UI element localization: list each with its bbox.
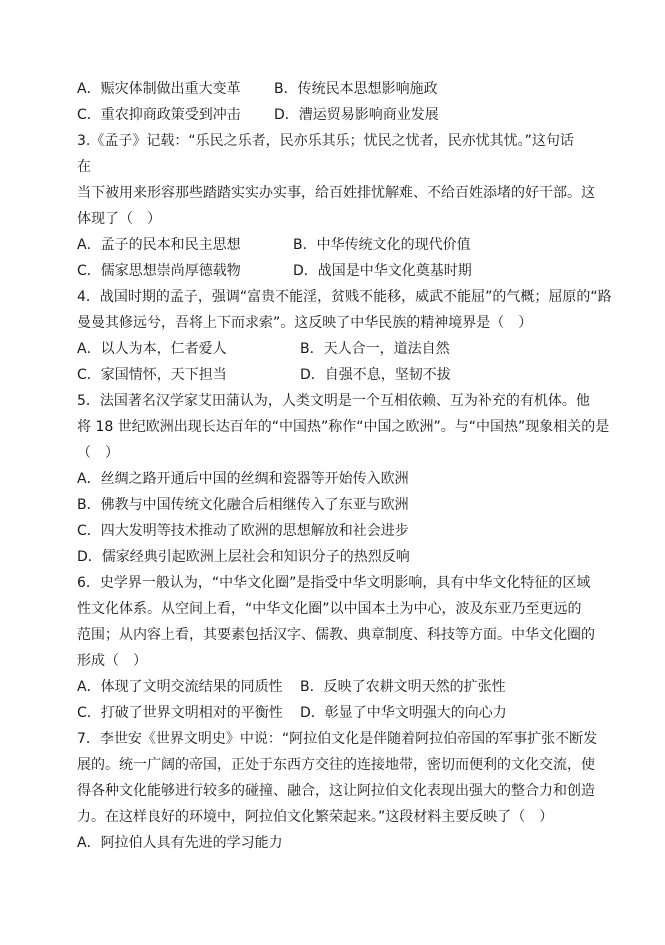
q5-option-b[interactable]: B．佛教与中国传统文化融合后相继传入了东亚与欧洲 [77, 497, 409, 513]
q7-stem-line3: 得各种文化能够进行较多的碰撞、融合，这让阿拉伯文化表现出强大的整合力和创造 [77, 783, 595, 799]
q3-stem-line1: 3.《孟子》记载：“乐民之乐者，民亦乐其乐；忧民之忧者，民亦忧其忧。”这句话 [77, 133, 574, 149]
q5-stem-line3: （ ） [77, 445, 119, 461]
q3-stem-line3: 当下被用来形容那些踏踏实实办实事，给百姓排忧解难、不给百姓添堵的好干部。这 [77, 185, 595, 201]
q3-stem-line2: 在 [77, 159, 91, 175]
q4-stem-line2: 曼曼其修远兮，吾将上下而求索”。这反映了中华民族的精神境界是（ ） [77, 315, 533, 331]
q6-stem-line1: 6．史学界一般认为，“中华文化圈”是指受中华文明影响，具有中华文化特征的区域 [77, 575, 591, 591]
q4-option-d[interactable]: D．自强不息，坚韧不拔 [300, 367, 451, 383]
q6-option-b[interactable]: B．反映了农耕文明天然的扩张性 [300, 679, 506, 695]
q6-stem-line3: 范围；从内容上看，其要素包括汉字、儒教、典章制度、科技等方面。中华文化圈的 [77, 627, 595, 643]
q5-option-a[interactable]: A．丝绸之路开通后中国的丝绸和瓷器等开始传入欧洲 [77, 471, 409, 487]
q2-option-a[interactable]: A．赈灾体制做出重大变革 [77, 81, 241, 97]
q3-stem-line4: 体现了（ ） [77, 211, 161, 227]
q4-option-a[interactable]: A．以人为本，仁者爱人 [77, 341, 227, 357]
q2-option-c[interactable]: C．重农抑商政策受到冲击 [77, 107, 241, 123]
q4-stem-line1: 4．战国时期的孟子，强调“富贵不能淫，贫贱不能移，威武不能屈”的气概；屈原的“路 [77, 289, 612, 305]
q3-option-d[interactable]: D．战国是中华文化奠基时期 [293, 263, 472, 279]
q6-stem-line4: 形成（ ） [77, 653, 147, 669]
q7-stem-line2: 展的。统一广阔的帝国，正处于东西方交往的连接地带，密切而便利的文化交流，使 [77, 757, 595, 773]
q7-option-a[interactable]: A．阿拉伯人具有先进的学习能力 [77, 835, 283, 851]
q3-option-c[interactable]: C．儒家思想崇尚厚德载物 [77, 263, 241, 279]
q6-option-c[interactable]: C．打破了世界文明相对的平衡性 [77, 705, 283, 721]
q6-option-a[interactable]: A．体现了文明交流结果的同质性 [77, 679, 283, 695]
q4-option-b[interactable]: B．天人合一，道法自然 [300, 341, 450, 357]
q2-option-d[interactable]: D．漕运贸易影响商业发展 [274, 107, 439, 123]
q3-option-a[interactable]: A．孟子的民本和民主思想 [77, 237, 241, 253]
q6-option-d[interactable]: D．彰显了中华文明强大的向心力 [300, 705, 507, 721]
q5-stem-line2: 将 18 世纪欧洲出现长达百年的“中国热”称作“中国之欧洲”。与“中国热”现象相关的是 [77, 419, 610, 435]
q7-stem-line1: 7．李世安《世界文明史》中说：“阿拉伯文化是伴随着阿拉伯帝国的军事扩张不断发 [77, 731, 598, 747]
q3-option-b[interactable]: B．中华传统文化的现代价值 [293, 237, 471, 253]
q5-option-d[interactable]: D．儒家经典引起欧洲上层社会和知识分子的热烈反响 [77, 549, 410, 565]
q2-option-b[interactable]: B．传统民本思想影响施政 [274, 81, 438, 97]
q7-stem-line4: 力。在这样良好的环境中，阿拉伯文化繁荣起来。”这段材料主要反映了（ ） [77, 809, 554, 825]
q5-option-c[interactable]: C．四大发明等技术推动了欧洲的思想解放和社会进步 [77, 523, 409, 539]
q4-option-c[interactable]: C．家国情怀，天下担当 [77, 367, 227, 383]
q6-stem-line2: 性文化体系。从空间上看，“中华文化圈”以中国本土为中心，波及东亚乃至更远的 [77, 601, 582, 617]
q5-stem-line1: 5．法国著名汉学家艾田蒲认为，人类文明是一个互相依赖、互为补充的有机体。他 [77, 393, 590, 409]
